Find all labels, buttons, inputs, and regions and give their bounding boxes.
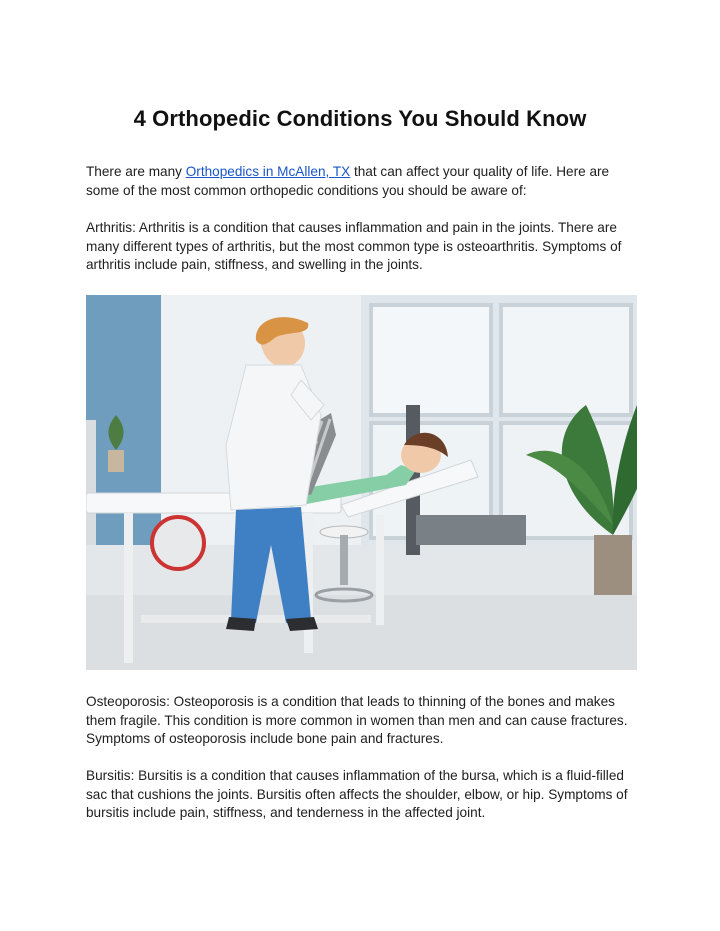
intro-text-before: There are many	[86, 164, 186, 179]
bursitis-paragraph: Bursitis: Bursitis is a condition that causes inflammation of the bursa, which is a fluid-filled sac that cushions the joints. Bursitis often affects the shoulder, elbow, or hip. Symptoms of bursitis include pain, stiffness, and tenderness in the affected joint.	[86, 768, 628, 821]
intro-text-after: that can affect your quality of life. Here are some of the most common orthopedic conditions you should be aware of:	[86, 164, 610, 198]
physiotherapy-photo	[86, 295, 637, 670]
page-title: 4 Orthopedic Conditions You Should Know	[133, 106, 587, 131]
arthritis-paragraph: Arthritis: Arthritis is a condition that causes inflammation and pain in the joints. There are many different types of arthritis, but the most common type is osteoarthritis. Symptoms of arthritis include pain, stiffness, and swelling in the joints.	[86, 220, 622, 273]
osteoporosis-paragraph: Osteoporosis: Osteoporosis is a condition that leads to thinning of the bones and makes them fragile. This condition is more common in women than men and can cause fractures. Symptoms of osteoporosis include bone pain and fractures.	[86, 694, 628, 747]
orthopedics-link[interactable]: Orthopedics in McAllen, TX	[185, 164, 351, 179]
intro-paragraph	[86, 163, 646, 200]
